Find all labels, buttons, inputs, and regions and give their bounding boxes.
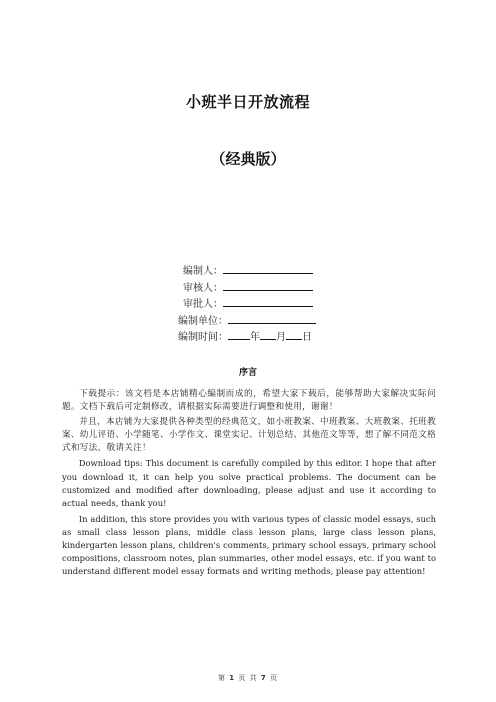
- year-field[interactable]: [228, 329, 250, 340]
- approver-label: 审批人：: [183, 299, 223, 311]
- preface-paragraph-4: In addition, this store provides you with various types of classic model essays, such as small class lesson plans, middle class lesson plans, large class lesson plans, kindergarten lesson plans, children's comments, primary school essays, primary school compositions, classroom notes, plan summaries, other model essays, etc. if you want to understand different model essay formats and writing methods, please pay attention!: [62, 513, 436, 577]
- editor-row: [178, 263, 358, 280]
- editor-field[interactable]: [223, 263, 313, 274]
- preface-heading: 序言: [238, 368, 257, 378]
- day-label: 日: [302, 332, 312, 344]
- footer-current-page: 1: [229, 674, 236, 682]
- unit-label: 编制单位：: [178, 315, 228, 327]
- reviewer-field[interactable]: [223, 280, 313, 291]
- footer-total-pages: 7: [260, 674, 267, 682]
- approver-field[interactable]: [223, 296, 313, 307]
- document-title: 小班半日开放流程: [185, 93, 310, 111]
- preface-paragraph-2: 并且，本店铺为大家提供各种类型的经典范文，如小班教案、中班教案、大班教案、托班教案、幼儿评语、小学随笔、小学作文、课堂实记、计划总结、其他范文等等，想了解不同范文格式和写法，敬请关注！: [62, 417, 436, 454]
- month-label: 月: [276, 332, 286, 344]
- preface-paragraph-3: Download tips: This document is carefully compiled by this editor. I hope that after you download it, it can help you solve practical problems. The document can be customized and modified after downloading, please adjust and use it according to actual needs, thank you!: [62, 458, 436, 508]
- document-subtitle: （经典版）: [210, 150, 286, 168]
- footer-suffix: 页: [269, 674, 278, 682]
- meta-block: [178, 263, 358, 346]
- reviewer-label: 审核人：: [183, 282, 223, 294]
- unit-row: [178, 313, 358, 330]
- editor-label: 编制人：: [183, 266, 223, 277]
- preface-body: [62, 388, 436, 581]
- reviewer-row: [178, 280, 358, 297]
- preface-paragraph-1: 下载提示：该文档是本店铺精心编制而成的，希望大家下载后，能够帮助大家解决实际问题。文档下载后可定制修改，请根据实际需要进行调整和使用，谢谢！: [62, 389, 436, 413]
- time-label: 编制时间：: [178, 332, 228, 344]
- time-row: [178, 329, 358, 346]
- unit-field[interactable]: [228, 313, 316, 324]
- day-field[interactable]: [286, 329, 302, 340]
- month-field[interactable]: [260, 329, 276, 340]
- footer-middle: 页 共: [238, 674, 258, 682]
- approver-row: [178, 296, 358, 313]
- year-label: 年: [250, 332, 260, 344]
- footer-prefix: 第: [218, 674, 227, 682]
- page-footer: [0, 673, 496, 683]
